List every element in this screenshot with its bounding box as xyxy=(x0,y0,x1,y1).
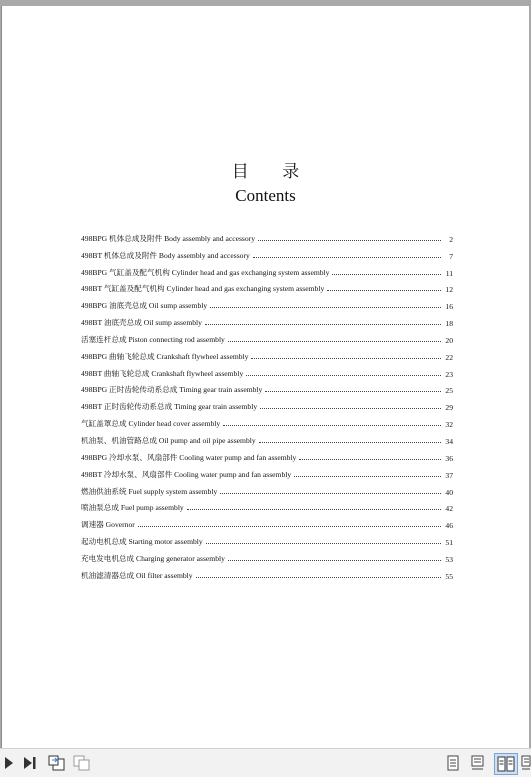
toc-leader-dots xyxy=(246,375,441,376)
toc-leader-dots xyxy=(196,577,441,578)
toc-entry-page: 53 xyxy=(445,554,453,564)
table-of-contents xyxy=(81,227,453,581)
toc-entry-title: 喷油泵总成 Fuel pump assembly xyxy=(81,503,184,513)
toc-leader-dots xyxy=(253,257,441,258)
toc-entry[interactable] xyxy=(81,362,453,379)
toc-leader-dots xyxy=(294,476,441,477)
duplicate-button[interactable] xyxy=(73,756,91,770)
toc-entry[interactable] xyxy=(81,480,453,497)
toc-entry[interactable] xyxy=(81,294,453,311)
toc-entry-page: 37 xyxy=(445,470,453,480)
toc-entry-page: 46 xyxy=(445,521,453,531)
toc-entry-title: 498BT 机体总成及附件 Body assembly and accessory xyxy=(81,250,250,260)
toc-entry-title: 活塞连杆总成 Piston connecting rod assembly xyxy=(81,334,225,344)
two-page-continuous-view-button[interactable] xyxy=(521,756,531,770)
toc-entry[interactable] xyxy=(81,513,453,530)
toc-entry-title: 498BPG 气缸盖及配气机构 Cylinder head and gas exchanging system assembly xyxy=(81,267,330,277)
copy-page-icon xyxy=(48,755,66,771)
toc-leader-dots xyxy=(205,324,441,325)
toc-entry-title: 燃油供油系统 Fuel supply system assembly xyxy=(81,486,218,496)
toc-leader-dots xyxy=(187,509,441,510)
play-last-icon xyxy=(23,756,37,770)
toc-leader-dots xyxy=(206,543,441,544)
toc-entry[interactable] xyxy=(81,395,453,412)
toc-leader-dots xyxy=(260,408,441,409)
toc-entry-page: 18 xyxy=(445,319,453,329)
single-page-icon xyxy=(447,755,459,771)
toc-entry-page: 40 xyxy=(445,487,453,497)
copy-page-button[interactable] xyxy=(48,756,66,770)
toc-entry-title: 498BT 气缸盖及配气机构 Cylinder head and gas exchanging system assembly xyxy=(81,284,325,294)
toc-entry-page: 51 xyxy=(445,538,453,548)
toc-leader-dots xyxy=(327,290,441,291)
toc-entry[interactable] xyxy=(81,227,453,244)
toc-leader-dots xyxy=(223,425,441,426)
toc-entry-page: 42 xyxy=(445,504,453,514)
toc-entry[interactable] xyxy=(81,345,453,362)
toc-leader-dots xyxy=(332,274,441,275)
toc-entry[interactable] xyxy=(81,463,453,480)
toc-leader-dots xyxy=(251,358,441,359)
toc-entry-page: 34 xyxy=(445,436,453,446)
toc-entry-title: 起动电机总成 Starting motor assembly xyxy=(81,537,203,547)
toc-entry[interactable] xyxy=(81,547,453,564)
toc-leader-dots xyxy=(228,560,441,561)
toc-entry[interactable] xyxy=(81,429,453,446)
toc-entry[interactable] xyxy=(81,564,453,581)
toc-leader-dots xyxy=(299,459,441,460)
toc-entry-page: 11 xyxy=(445,268,453,278)
toc-entry-page: 20 xyxy=(445,335,453,345)
document-page xyxy=(1,6,529,748)
toc-entry-title: 498BT 正时齿轮传动系总成 Timing gear train assembly xyxy=(81,402,258,412)
toc-leader-dots xyxy=(228,341,441,342)
toc-entry-page: 16 xyxy=(445,302,453,312)
viewer-toolbar xyxy=(0,748,531,777)
single-page-view-button[interactable] xyxy=(447,756,459,770)
two-page-view-button[interactable] xyxy=(494,753,518,775)
toc-entry[interactable] xyxy=(81,446,453,463)
toc-entry-title: 498BT 油底壳总成 Oil sump assembly xyxy=(81,318,202,328)
toc-entry[interactable] xyxy=(81,497,453,514)
last-page-button[interactable] xyxy=(23,756,37,770)
toc-entry[interactable] xyxy=(81,379,453,396)
toc-entry-title: 498BT 曲轴飞轮总成 Crankshaft flywheel assembly xyxy=(81,368,244,378)
two-page-icon xyxy=(497,756,515,772)
continuous-view-button[interactable] xyxy=(471,756,485,770)
contents-title-cn: 目 录 xyxy=(231,162,314,182)
toc-entry[interactable] xyxy=(81,278,453,295)
toc-entry-page: 25 xyxy=(445,386,453,396)
toc-entry-page: 32 xyxy=(445,420,453,430)
toc-entry-page: 12 xyxy=(445,285,453,295)
toc-entry[interactable] xyxy=(81,328,453,345)
toc-leader-dots xyxy=(258,240,441,241)
toc-leader-dots xyxy=(138,526,441,527)
toc-leader-dots xyxy=(210,307,441,308)
toc-entry-page: 22 xyxy=(445,352,453,362)
toc-entry-title: 498BPG 冷却水泵、风扇部件 Cooling water pump and fan assembly xyxy=(81,452,297,462)
two-page-continuous-icon xyxy=(521,755,531,771)
continuous-page-icon xyxy=(471,755,485,771)
toc-entry-page: 2 xyxy=(449,234,453,244)
toc-entry-title: 498BPG 正时齿轮传动系总成 Timing gear train assembly xyxy=(81,385,263,395)
toc-entry-title: 充电发电机总成 Charging generator assembly xyxy=(81,553,225,563)
toc-entry-title: 498BPG 曲轴飞轮总成 Crankshaft flywheel assembly xyxy=(81,351,249,361)
next-page-button[interactable] xyxy=(4,756,14,770)
toc-entry-title: 机油泵、机油管路总成 Oil pump and oil pipe assembly xyxy=(81,435,256,445)
toc-entry[interactable] xyxy=(81,412,453,429)
toc-entry-title: 调速器 Governor xyxy=(81,520,135,530)
toc-entry-page: 23 xyxy=(445,369,453,379)
toc-entry-page: 7 xyxy=(449,251,453,261)
toc-entry-title: 气缸盖罩总成 Cylinder head cover assembly xyxy=(81,419,221,429)
play-next-icon xyxy=(4,756,14,770)
duplicate-icon xyxy=(73,755,91,771)
toc-entry-page: 36 xyxy=(445,453,453,463)
toc-entry[interactable] xyxy=(81,530,453,547)
toc-entry[interactable] xyxy=(81,244,453,261)
toc-entry-title: 498BPG 油底壳总成 Oil sump assembly xyxy=(81,301,208,311)
contents-title-en: Contents xyxy=(235,186,296,205)
toc-entry[interactable] xyxy=(81,311,453,328)
toc-entry-title: 498BPG 机体总成及附件 Body assembly and accessory xyxy=(81,233,256,243)
toc-leader-dots xyxy=(259,442,441,443)
toc-leader-dots xyxy=(220,493,441,494)
toc-entry-page: 55 xyxy=(445,571,453,581)
toc-entry-title: 498BT 冷却水泵、风扇部件 Cooling water pump and fan assembly xyxy=(81,469,292,479)
toc-entry-title: 机油滤清器总成 Oil filter assembly xyxy=(81,570,193,580)
toc-entry-page: 29 xyxy=(445,403,453,413)
toc-entry[interactable] xyxy=(81,261,453,278)
toc-leader-dots xyxy=(265,391,441,392)
